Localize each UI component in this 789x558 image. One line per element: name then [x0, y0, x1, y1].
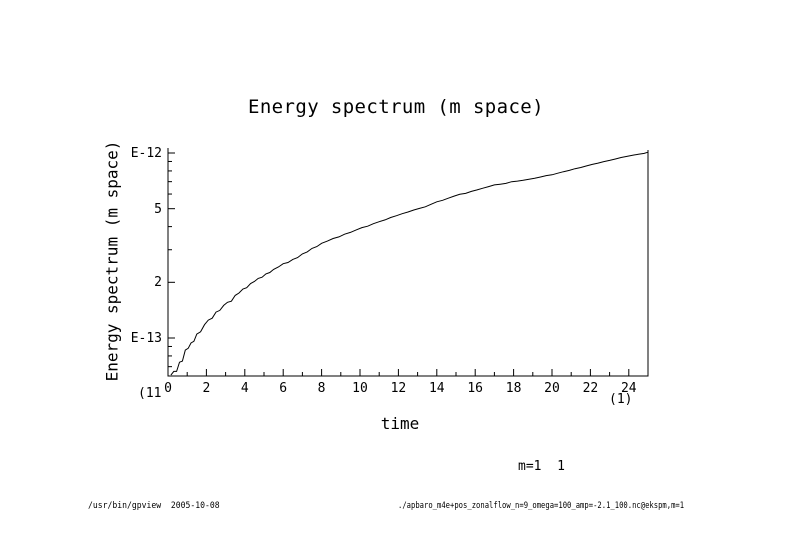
footer-program-date: /usr/bin/gpview 2005-10-08 — [88, 501, 220, 511]
y-axis-label: Energy spectrum (m space) — [102, 140, 122, 382]
x-tick-label: 20 — [544, 381, 560, 396]
x-tick-label: 6 — [279, 381, 288, 396]
footer-file-path: ./apbaro_m4e+pos_zonalflow_n=9_omega=100_amp=-2.1_100.nc@ekspm,m=1 — [398, 501, 685, 511]
frame-number-left: (11 — [138, 386, 162, 401]
plot-frame — [168, 148, 648, 376]
x-tick-label: 24 — [620, 381, 637, 396]
x-tick-label: 4 — [240, 381, 249, 396]
x-tick-label: 14 — [428, 381, 445, 396]
x-tick-label: 0 — [164, 381, 172, 396]
x-tick-label: 10 — [352, 381, 368, 396]
x-tick-label: 8 — [317, 381, 326, 396]
x-tick-label: 18 — [505, 381, 522, 396]
x-tick-label: 2 — [202, 381, 211, 396]
x-axis-label: time — [380, 414, 420, 433]
y-tick-label: 5 — [154, 201, 162, 217]
energy-curve — [171, 152, 648, 375]
x-tick-label: 12 — [390, 381, 407, 396]
y-tick-label: E-12 — [130, 146, 162, 161]
y-tick-label: E-13 — [130, 331, 162, 346]
frame-number-right: (1) — [609, 392, 633, 407]
chart-title: Energy spectrum (m space) — [248, 96, 544, 118]
legend-label: m=1 1 — [518, 459, 565, 474]
x-tick-label: 16 — [467, 381, 484, 396]
x-tick-label: 22 — [582, 381, 599, 396]
y-tick-label: 2 — [154, 275, 162, 291]
